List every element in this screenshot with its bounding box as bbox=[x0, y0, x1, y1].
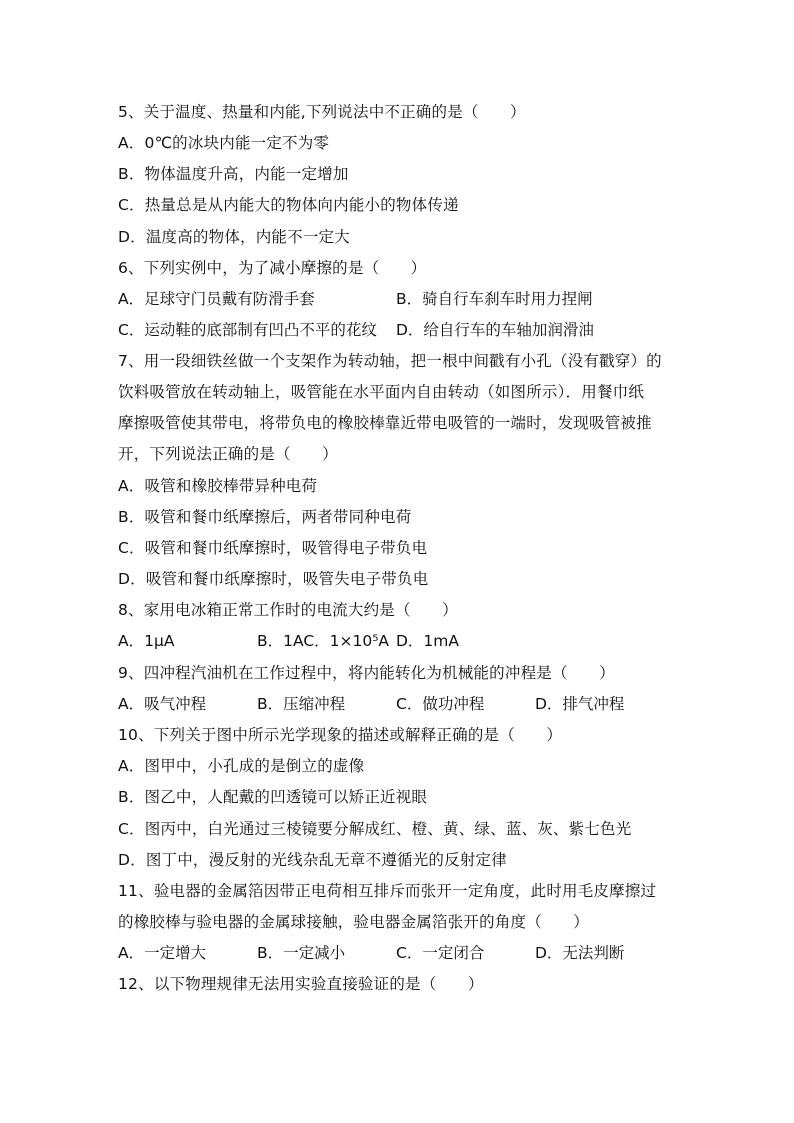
question-8-stem: 8、家用电冰箱正常工作时的电流大约是（ ） bbox=[118, 601, 458, 619]
question-7-option-b: B．吸管和餐巾纸摩擦后，两者带同种电荷 bbox=[118, 508, 412, 526]
question-8-option-bc: B．1AC．1×10⁵A bbox=[257, 632, 390, 650]
question-11-option-d: D．无法判断 bbox=[535, 944, 625, 962]
question-7-option-c: C．吸管和餐巾纸摩擦时，吸管得电子带负电 bbox=[118, 539, 428, 557]
question-11-stem-line: 11、验电器的金属箔因带正电荷相互排斥而张开一定角度，此时用毛皮摩擦过 bbox=[118, 882, 657, 900]
question-8-option-d: D．1mA bbox=[396, 632, 459, 650]
question-7-stem-line: 开，下列说法正确的是（ ） bbox=[118, 445, 338, 463]
question-11-stem-line: 的橡胶棒与验电器的金属球接触，验电器金属箔张开的角度（ ） bbox=[118, 913, 590, 931]
question-5-option-b: B．物体温度升高，内能一定增加 bbox=[118, 165, 349, 183]
question-5-stem: 5、关于温度、热量和内能,下列说法中不正确的是（ ） bbox=[118, 103, 526, 121]
question-5-option-a: A．0℃的冰块内能一定不为零 bbox=[118, 134, 330, 152]
question-7-stem-line: 摩擦吸管使其带电，将带负电的橡胶棒靠近带电吸管的一端时，发现吸管被推 bbox=[118, 414, 652, 432]
question-12-stem: 12、以下物理规律无法用实验直接验证的是（ ） bbox=[118, 975, 484, 993]
question-7-stem-line: 7、用一段细铁丝做一个支架作为转动轴，把一根中间戳有小孔（没有戳穿）的 bbox=[118, 352, 662, 370]
question-7-option-d: D．吸管和餐巾纸摩擦时，吸管失电子带负电 bbox=[118, 570, 429, 588]
question-8-option-a: A．1μA bbox=[118, 632, 175, 650]
question-6-option-c: C．运动鞋的底部制有凹凸不平的花纹 bbox=[118, 321, 377, 339]
question-6-option-b: B．骑自行车刹车时用力捏闸 bbox=[396, 290, 593, 308]
question-6-option-a: A．足球守门员戴有防滑手套 bbox=[118, 290, 315, 308]
question-11-option-c: C．一定闭合 bbox=[396, 944, 485, 962]
question-9-option-a: A．吸气冲程 bbox=[118, 695, 207, 713]
question-11-option-a: A．一定增大 bbox=[118, 944, 207, 962]
question-9-option-c: C．做功冲程 bbox=[396, 695, 485, 713]
question-5-option-c: C．热量总是从内能大的物体向内能小的物体传递 bbox=[118, 196, 459, 214]
question-9-option-d: D．排气冲程 bbox=[535, 695, 625, 713]
question-10-option-c: C．图丙中，白光通过三棱镜要分解成红、橙、黄、绿、蓝、灰、紫七色光 bbox=[118, 820, 632, 838]
question-10-stem: 10、下列关于图中所示光学现象的描述或解释正确的是（ ） bbox=[118, 726, 563, 744]
question-10-option-a: A．图甲中，小孔成的是倒立的虚像 bbox=[118, 757, 365, 775]
question-9-stem: 9、四冲程汽油机在工作过程中，将内能转化为机械能的冲程是（ ） bbox=[118, 664, 615, 682]
question-6-stem: 6、下列实例中，为了减小摩擦的是（ ） bbox=[118, 259, 427, 277]
question-10-option-d: D．图丁中，漫反射的光线杂乱无章不遵循光的反射定律 bbox=[118, 851, 507, 869]
question-7-stem-line: 饮料吸管放在转动轴上，吸管能在水平面内自由转动（如图所示）．用餐巾纸 bbox=[118, 383, 645, 401]
question-6-option-d: D．给自行车的车轴加润滑油 bbox=[396, 321, 594, 339]
question-5-option-d: D．温度高的物体，内能不一定大 bbox=[118, 228, 350, 246]
question-7-option-a: A．吸管和橡胶棒带异种电荷 bbox=[118, 477, 318, 495]
question-11-option-b: B．一定减小 bbox=[257, 944, 346, 962]
question-10-option-b: B．图乙中，人配戴的凹透镜可以矫正近视眼 bbox=[118, 788, 428, 806]
question-9-option-b: B．压缩冲程 bbox=[257, 695, 346, 713]
